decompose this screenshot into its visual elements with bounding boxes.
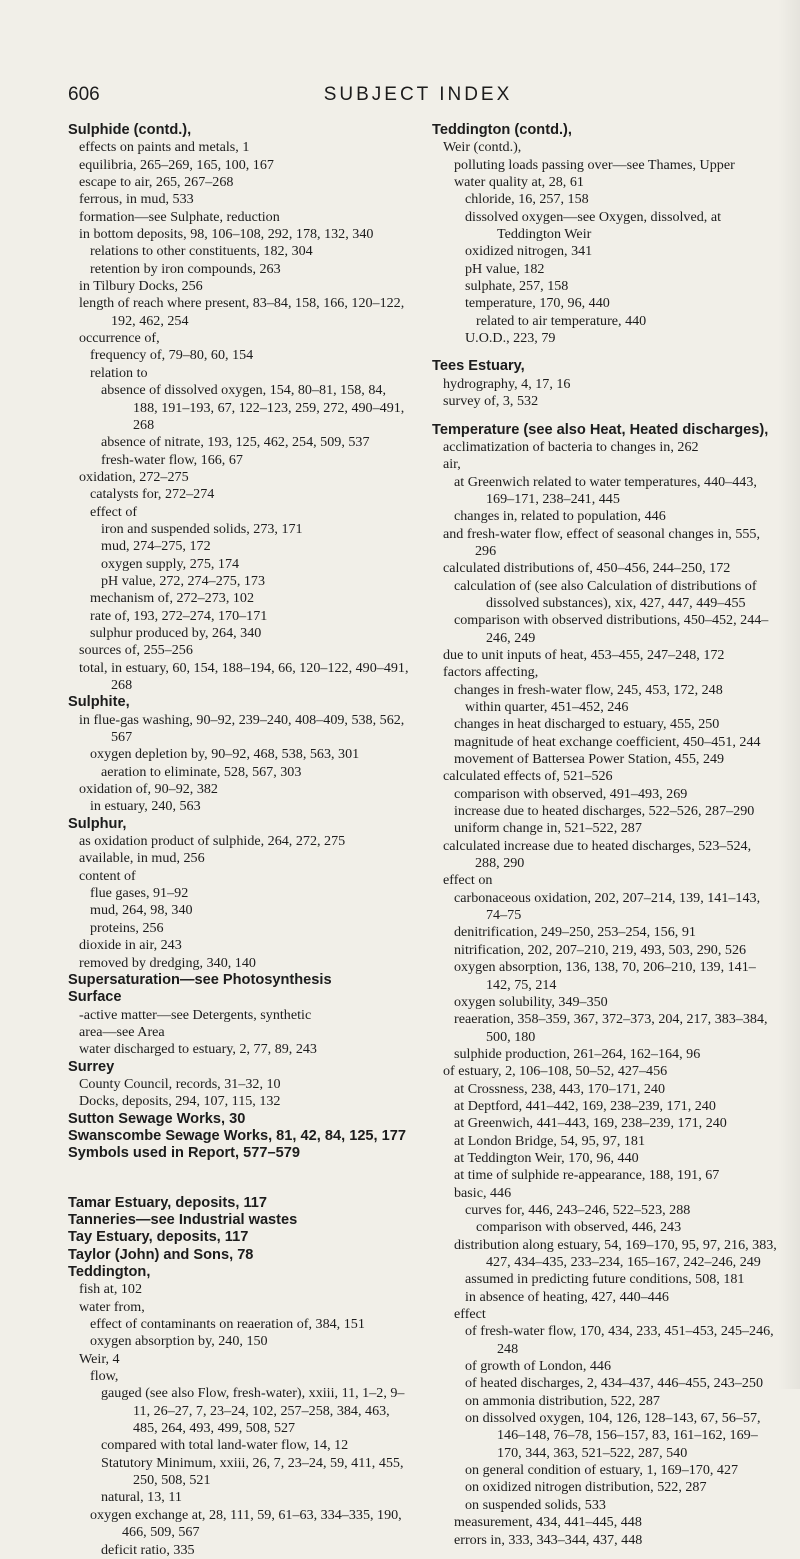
index-subentry: uniform change in, 521–522, 287 (454, 820, 642, 837)
index-subentry: in Tilbury Docks, 256 (79, 278, 203, 295)
index-subentry: on general condition of estuary, 1, 169–170, 427 (465, 1462, 739, 1479)
index-subentry: carbonaceous oxidation, 202, 207–214, 139, 141–143, 74–75 (454, 889, 761, 924)
page-number: 606 (68, 84, 100, 105)
index-subentry: at Deptford, 441–442, 169, 238–239, 171, 240 (454, 1097, 716, 1114)
index-subentry: gauged (see also Flow, fresh-water), xxiii, 11, 1–2, 9–11, 26–27, 7, 23–24, 102, 257–258, 384, 463, 485, 264, 493, 499, 508, 527 (101, 1385, 405, 1437)
index-subentry: dissolved oxygen—see Oxygen, dissolved, at Teddington Weir (465, 208, 721, 243)
index-subentry: mud, 264, 98, 340 (90, 902, 193, 919)
index-subentry: oxidation of, 90–92, 382 (79, 781, 218, 798)
index-subentry: increase due to heated discharges, 522–526, 287–290 (454, 803, 755, 820)
index-subentry: aeration to eliminate, 528, 567, 303 (101, 763, 302, 780)
index-subentry: nitrification, 202, 207–210, 219, 493, 503, 290, 526 (454, 941, 747, 958)
index-heading: Teddington, (68, 1264, 151, 1280)
index-subentry: calculated effects of, 521–526 (443, 768, 613, 785)
index-subentry: due to unit inputs of heat, 453–455, 247–248, 172 (443, 646, 725, 663)
index-subentry: reaeration, 358–359, 367, 372–373, 204, 217, 383–384, 500, 180 (454, 1011, 768, 1045)
index-subentry: water quality at, 28, 61 (454, 174, 584, 191)
index-subentry: survey of, 3, 532 (443, 393, 539, 410)
index-subentry: -active matter—see Detergents, synthetic (79, 1006, 312, 1023)
index-heading: Sutton Sewage Works, 30 (68, 1110, 246, 1127)
index-heading: Surface (68, 989, 122, 1006)
index-subentry: Weir (contd.), (443, 139, 522, 156)
index-subentry: relations to other constituents, 182, 304 (90, 243, 313, 260)
index-subentry: at time of sulphide re-appearance, 188, 191, 67 (454, 1167, 720, 1184)
index-heading: Sulphide (contd.), (68, 122, 192, 138)
index-subentry: oxygen absorption by, 240, 150 (90, 1333, 268, 1350)
index-subentry: sulphide production, 261–264, 162–164, 96 (454, 1045, 701, 1062)
page-edge-shadow (778, 0, 800, 1389)
index-subentry: changes in heat discharged to estuary, 455, 250 (454, 716, 720, 733)
index-heading: Temperature (see also Heat, Heated discharges), (432, 421, 769, 438)
index-subentry: equilibria, 265–269, 165, 100, 167 (79, 156, 274, 173)
index-subentry: mud, 274–275, 172 (101, 538, 211, 555)
index-heading: Supersaturation—see Photosynthesis (68, 971, 332, 988)
index-subentry: oxygen absorption, 136, 138, 70, 206–210, 139, 141–142, 75, 214 (454, 959, 756, 993)
index-subentry: pH value, 182 (465, 260, 545, 277)
index-subentry: effect of contaminants on reaeration of, 384, 151 (90, 1316, 365, 1333)
index-subentry: in absence of heating, 427, 440–446 (465, 1288, 669, 1305)
index-subentry: sulphate, 257, 158 (465, 278, 569, 295)
index-heading: Tay Estuary, deposits, 117 (68, 1229, 249, 1246)
index-subentry: absence of dissolved oxygen, 154, 80–81, 158, 84, 188, 191–193, 67, 122–123, 259, 272, 490–491, 268 (101, 382, 405, 433)
index-subentry: County Council, records, 31–32, 10 (79, 1075, 281, 1092)
index-subentry: in bottom deposits, 98, 106–108, 292, 178, 132, 340 (79, 226, 374, 243)
index-subentry: retention by iron compounds, 263 (90, 260, 281, 277)
index-subentry: effect on (443, 872, 493, 889)
index-subentry: deficit ratio, 335 (101, 1541, 195, 1558)
index-subentry: oxidation, 272–275 (79, 468, 189, 485)
index-subentry: natural, 13, 11 (101, 1489, 182, 1506)
index-subentry: on ammonia distribution, 522, 287 (465, 1392, 660, 1409)
index-subentry: in flue-gas washing, 90–92, 239–240, 408–409, 538, 562, 567 (79, 711, 405, 746)
index-heading: Taylor (John) and Sons, 78 (68, 1246, 254, 1263)
index-subentry: relation to (90, 364, 148, 381)
left-column (68, 122, 414, 1559)
index-subentry: comparison with observed distributions, 450–452, 244–246, 249 (454, 612, 769, 646)
running-head: SUBJECT INDEX (323, 84, 513, 105)
index-subentry: magnitude of heat exchange coefficient, 450–451, 244 (454, 733, 761, 750)
index-subentry: basic, 446 (454, 1184, 512, 1201)
index-heading: Sulphur, (68, 815, 127, 832)
index-subentry: calculated increase due to heated discharges, 523–524, 288, 290 (443, 837, 752, 872)
index-subentry: mechanism of, 272–273, 102 (90, 590, 255, 607)
index-subentry: on suspended solids, 533 (465, 1496, 606, 1513)
index-subentry: proteins, 256 (90, 919, 164, 936)
index-heading: Teddington (contd.), (432, 122, 572, 138)
index-subentry: rate of, 193, 272–274, 170–171 (90, 607, 268, 624)
index-subentry: area—see Area (79, 1023, 165, 1040)
index-subentry: U.O.D., 223, 79 (465, 330, 556, 347)
index-subentry: escape to air, 265, 267–268 (79, 174, 234, 191)
index-subentry: at Greenwich related to water temperatures, 440–443, 169–171, 238–241, 445 (454, 473, 757, 507)
index-heading: Swanscombe Sewage Works, 81, 42, 84, 125, 177 (68, 1127, 407, 1144)
index-subentry: water discharged to estuary, 2, 77, 89, 243 (79, 1041, 317, 1058)
index-subentry: compared with total land-water flow, 14, 12 (101, 1437, 349, 1454)
index-heading: Tanneries—see Industrial wastes (68, 1211, 298, 1228)
index-subentry: air, (443, 456, 461, 473)
index-subentry: available, in mud, 256 (79, 850, 205, 867)
index-subentry: as oxidation product of sulphide, 264, 272, 275 (79, 833, 346, 850)
index-subentry: occurrence of, (79, 330, 160, 347)
index-subentry: calculation of (see also Calculation of distributions of dissolved substances), xix, 427, 447, 449–455 (454, 577, 757, 611)
index-heading: Symbols used in Report, 577–579 (68, 1145, 300, 1162)
index-subentry: within quarter, 451–452, 246 (465, 699, 629, 715)
index-subentry: frequency of, 79–80, 60, 154 (90, 347, 254, 364)
index-subentry: related to air temperature, 440 (476, 312, 647, 329)
index-subentry: chloride, 16, 257, 158 (465, 191, 589, 208)
index-subentry: water from, (79, 1298, 145, 1315)
index-subentry: distribution along estuary, 54, 169–170, 95, 97, 216, 383, 427, 434–435, 233–234, 165–167, 242–246, 249 (454, 1236, 777, 1270)
index-subentry: pH value, 272, 274–275, 173 (101, 572, 266, 589)
index-heading: Tamar Estuary, deposits, 117 (68, 1194, 267, 1211)
index-subentry: effects on paints and metals, 1 (79, 139, 250, 156)
index-heading: Surrey (68, 1058, 115, 1075)
index-subentry: at Crossness, 238, 443, 170–171, 240 (454, 1080, 666, 1097)
index-subentry: total, in estuary, 60, 154, 188–194, 66, 120–122, 490–491, 268 (79, 659, 409, 693)
index-subentry: of fresh-water flow, 170, 434, 233, 451–453, 245–246, 248 (465, 1323, 774, 1357)
index-subentry: Statutory Minimum, xxiii, 26, 7, 23–24, 59, 411, 455, 250, 508, 521 (101, 1454, 404, 1489)
index-subentry: flue gases, 91–92 (90, 885, 189, 902)
index-subentry: iron and suspended solids, 273, 171 (101, 520, 303, 537)
index-subentry: on dissolved oxygen, 104, 126, 128–143, 67, 56–57, 146–148, 76–78, 156–157, 83, 161–162, 169–170, 344, 363, 521–522, 287, 540 (465, 1410, 761, 1461)
index-subentry: sulphur produced by, 264, 340 (90, 624, 262, 641)
index-subentry: comparison with observed, 446, 243 (476, 1219, 682, 1236)
index-subentry: assumed in predicting future conditions, 508, 181 (465, 1271, 745, 1288)
index-subentry: formation—see Sulphate, reduction (79, 208, 280, 225)
index-subentry: changes in, related to population, 446 (454, 508, 666, 525)
index-subentry: sources of, 255–256 (79, 642, 193, 659)
index-heading: Tees Estuary, (432, 358, 525, 375)
index-subentry: acclimatization of bacteria to changes in, 262 (443, 438, 699, 455)
index-subentry: oxygen solubility, 349–350 (454, 993, 608, 1010)
index-subentry: oxygen depletion by, 90–92, 468, 538, 563, 301 (90, 746, 360, 763)
index-subentry: oxidized nitrogen, 341 (465, 243, 593, 260)
index-body (68, 122, 780, 1558)
index-subentry: catalysts for, 272–274 (90, 486, 215, 503)
index-subentry: errors in, 333, 343–344, 437, 448 (454, 1531, 643, 1548)
index-subentry: effect of (90, 503, 138, 520)
index-subentry: polluting loads passing over—see Thames, Upper (454, 156, 735, 173)
index-subentry: oxygen supply, 275, 174 (101, 555, 240, 572)
index-heading: Sulphite, (68, 694, 130, 711)
index-subentry: Docks, deposits, 294, 107, 115, 132 (79, 1093, 281, 1110)
index-subentry: fresh-water flow, 166, 67 (101, 451, 243, 468)
index-subentry: of heated discharges, 2, 434–437, 446–455, 243–250 (465, 1375, 764, 1392)
index-subentry: measurement, 434, 441–445, 448 (454, 1514, 642, 1531)
index-subentry: temperature, 170, 96, 440 (465, 295, 610, 312)
index-subentry: of growth of London, 446 (465, 1358, 612, 1375)
index-subentry: movement of Battersea Power Station, 455, 249 (454, 751, 725, 768)
index-subentry: comparison with observed, 491–493, 269 (454, 785, 688, 802)
index-subentry: dioxide in air, 243 (79, 937, 182, 954)
index-subentry: length of reach where present, 83–84, 158, 166, 120–122, 192, 462, 254 (79, 295, 405, 329)
index-subentry: and fresh-water flow, effect of seasonal changes in, 555, 296 (443, 525, 760, 559)
index-subentry: denitrification, 249–250, 253–254, 156, 91 (454, 924, 696, 941)
right-column (432, 122, 778, 1549)
index-subentry: absence of nitrate, 193, 125, 462, 254, 509, 537 (101, 434, 370, 451)
index-subentry: factors affecting, (443, 664, 539, 681)
index-subentry: of estuary, 2, 106–108, 50–52, 427–456 (443, 1063, 668, 1080)
index-subentry: hydrography, 4, 17, 16 (443, 375, 571, 392)
index-subentry: flow, (90, 1368, 119, 1385)
index-subentry: calculated distributions of, 450–456, 244–250, 172 (443, 560, 731, 577)
index-subentry: Weir, 4 (79, 1350, 120, 1367)
index-subentry: at London Bridge, 54, 95, 97, 181 (454, 1132, 646, 1149)
index-subentry: content of (79, 867, 136, 884)
index-subentry: effect (454, 1306, 486, 1323)
index-subentry: in estuary, 240, 563 (90, 798, 201, 815)
index-subentry: at Teddington Weir, 170, 96, 440 (454, 1149, 639, 1166)
index-subentry: curves for, 446, 243–246, 522–523, 288 (465, 1201, 691, 1218)
index-subentry: ferrous, in mud, 533 (79, 191, 194, 208)
index-subentry: fish at, 102 (79, 1281, 143, 1298)
index-subentry: removed by dredging, 340, 140 (79, 954, 256, 971)
index-subentry: at Greenwich, 441–443, 169, 238–239, 171, 240 (454, 1115, 727, 1132)
index-subentry: oxygen exchange at, 28, 111, 59, 61–63, 334–335, 190, 466, 509, 567 (90, 1506, 402, 1541)
page-header (68, 84, 768, 108)
index-subentry: changes in fresh-water flow, 245, 453, 172, 248 (454, 681, 723, 698)
index-subentry: on oxidized nitrogen distribution, 522, 287 (465, 1479, 707, 1496)
